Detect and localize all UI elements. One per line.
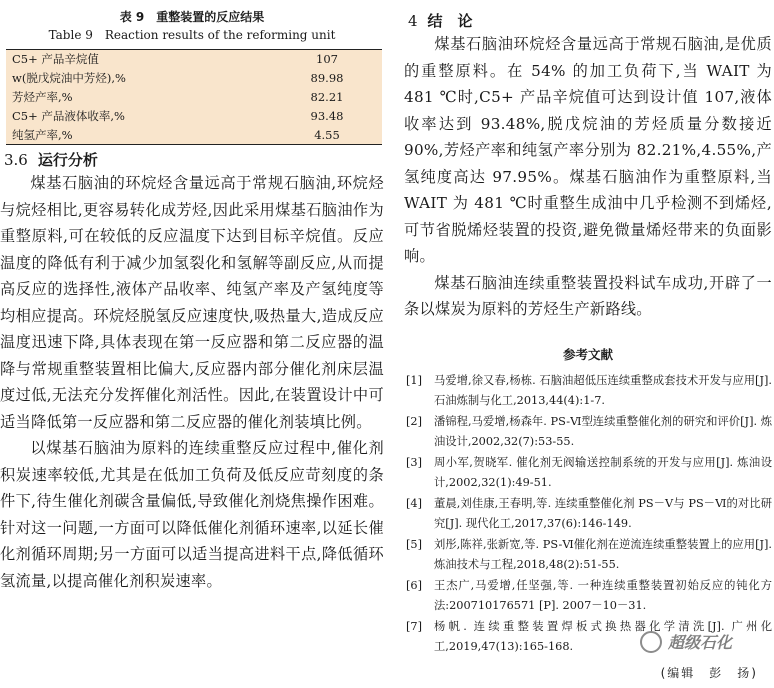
references-heading: 参考文献: [562, 346, 613, 362]
reference-text: 周小军,贺晓军. 催化剂无阀输送控制系统的开发与应用[J]. 炼油设计,2002,32(1):49-51.: [434, 455, 772, 489]
left-column: [0, 0, 384, 594]
reference-item: [404, 535, 772, 576]
table-cell-label: w(脱戊烷油中芳烃),%: [12, 71, 126, 85]
watermark-text: 超级石化: [668, 633, 733, 652]
reference-item: [404, 494, 772, 535]
section-title: 运行分析: [37, 151, 98, 169]
reference-item: [404, 576, 772, 617]
table-cell-value: 4.55: [272, 126, 382, 145]
paragraph: 以煤基石脑油为原料的连续重整反应过程中,催化剂积炭速率较低,尤其是在低加工负荷及低反应苛刻度的条件下,待生催化剂碳含量偏低,导致催化剂烧焦操作困难。针对这一问题,一方面可以降低催化剂循环速率,以延长催化剂循环周期;另一方面可以适当提高进料干点,降低循环氢流量,以提高催化剂积炭速率。: [0, 439, 384, 590]
table-row: [6, 88, 382, 107]
reference-number: [3]: [406, 455, 423, 469]
section-heading-3-6: [4, 149, 384, 170]
reference-text: 潘锦程,马爱增,杨森年. PS-Ⅵ型连续重整催化剂的研究和评价[J]. 炼油设计,2002,32(7):53-55.: [434, 414, 772, 448]
table-row: [6, 50, 382, 69]
reference-number: [7]: [406, 619, 423, 633]
paragraph: 煤基石脑油环烷烃含量远高于常规石脑油,是优质的重整原料。在 54% 的加工负荷下,当 WAIT 为 481 ℃时,C5+ 产品辛烷值可达到设计值 107,液体收率达到 93.48%,脱戊烷油的芳烃质量分数接近 90%,芳烃产率和纯氢产率分别为 82.21%,4.55%,产氢纯度高达 97.95%。煤基石脑油作为重整原料,当 WAIT 为 481 ℃时重整生成油中几乎检测不到烯烃,可节省脱烯烃装置的投资,避免微量烯烃带来的负面影响。: [404, 35, 772, 265]
table-cell-label: 芳烃产率,%: [12, 90, 73, 104]
reference-list: [404, 371, 772, 658]
section-heading-4: [408, 10, 772, 31]
reference-number: [5]: [406, 537, 423, 551]
table-cell-value: 107: [272, 50, 382, 69]
reference-number: [2]: [406, 414, 423, 428]
reference-text: 马爱增,徐又春,杨栋. 石脑油超低压连续重整成套技术开发与应用[J]. 石油炼制与化工,2013,44(4):1-7.: [434, 373, 772, 407]
reference-item: [404, 453, 772, 494]
table-caption-cn: 表 9 重整装置的反应结果: [119, 10, 265, 24]
editor-note: (编辑 彭 扬): [660, 666, 758, 680]
reaction-results-table: [6, 49, 382, 145]
reference-text: 王杰广,马爱增,任坚强,等. 一种连续重整装置初始反应的钝化方法:200710176571 [P]. 2007－10－31.: [434, 578, 772, 612]
paragraph: 煤基石脑油的环烷烃含量远高于常规石脑油,环烷烃与烷烃相比,更容易转化成芳烃,因此采用煤基石脑油作为重整原料,可在较低的反应温度下达到目标辛烷值。反应温度的降低有利于减少加氢裂化和氢解等副反应,从而提高反应的选择性,液体产品收率、纯氢产率及产氢纯度等均相应提高。环烷烃脱氢反应速度快,吸热量大,造成反应温度迅速下降,具体表现在第一反应器和第二反应器的温降与常规重整装置相比偏大,反应器内部分催化剂床层温度过低,无法充分发挥催化剂活性。因此,在装置设计中可适当降低第一反应器和第二反应器的催化剂装填比例。: [0, 174, 384, 431]
reference-text: 刘彤,陈祥,张新宽,等. PS-Ⅵ催化剂在逆流连续重整装置上的应用[J]. 炼油技术与工程,2018,48(2):51-55.: [434, 537, 772, 571]
wechat-logo-icon: [640, 631, 662, 653]
section-number: 3.6: [4, 151, 28, 169]
table-row: [6, 126, 382, 145]
table-cell-value: 93.48: [310, 109, 344, 123]
table-row: [6, 69, 382, 88]
reference-number: [6]: [406, 578, 423, 592]
right-column: [404, 0, 772, 658]
table-row: [6, 107, 382, 126]
reference-item: [404, 412, 772, 453]
watermark: [640, 630, 732, 653]
table-cell-label: 纯氢产率,%: [6, 126, 272, 145]
reference-text: 杨帆. 连续重整装置焊板式换热器化学清洗[J]. 广州化工,2019,47(13):165-168.: [434, 619, 772, 653]
table-cell-label: C5+ 产品辛烷值: [6, 50, 272, 69]
reference-text: 董晨,刘佳康,王春明,等. 连续重整催化剂 PS－Ⅴ与 PS－Ⅵ的对比研究[J]. 现代化工,2017,37(6):146-149.: [434, 496, 772, 530]
table-cell-label: C5+ 产品液体收率,%: [12, 109, 125, 123]
table-cell-value: 89.98: [310, 71, 344, 85]
section-number: 4: [408, 12, 418, 30]
table-cell-value: 82.21: [310, 90, 344, 104]
section-title: 结 论: [427, 12, 473, 30]
table-caption-en: Table 9 Reaction results of the reforming unit: [48, 28, 336, 42]
paragraph: 煤基石脑油连续重整装置投料试车成功,开辟了一条以煤炭为原料的芳烃生产新路线。: [404, 273, 772, 318]
reference-item: [404, 371, 772, 412]
reference-number: [4]: [406, 496, 423, 510]
reference-number: [1]: [406, 373, 423, 387]
